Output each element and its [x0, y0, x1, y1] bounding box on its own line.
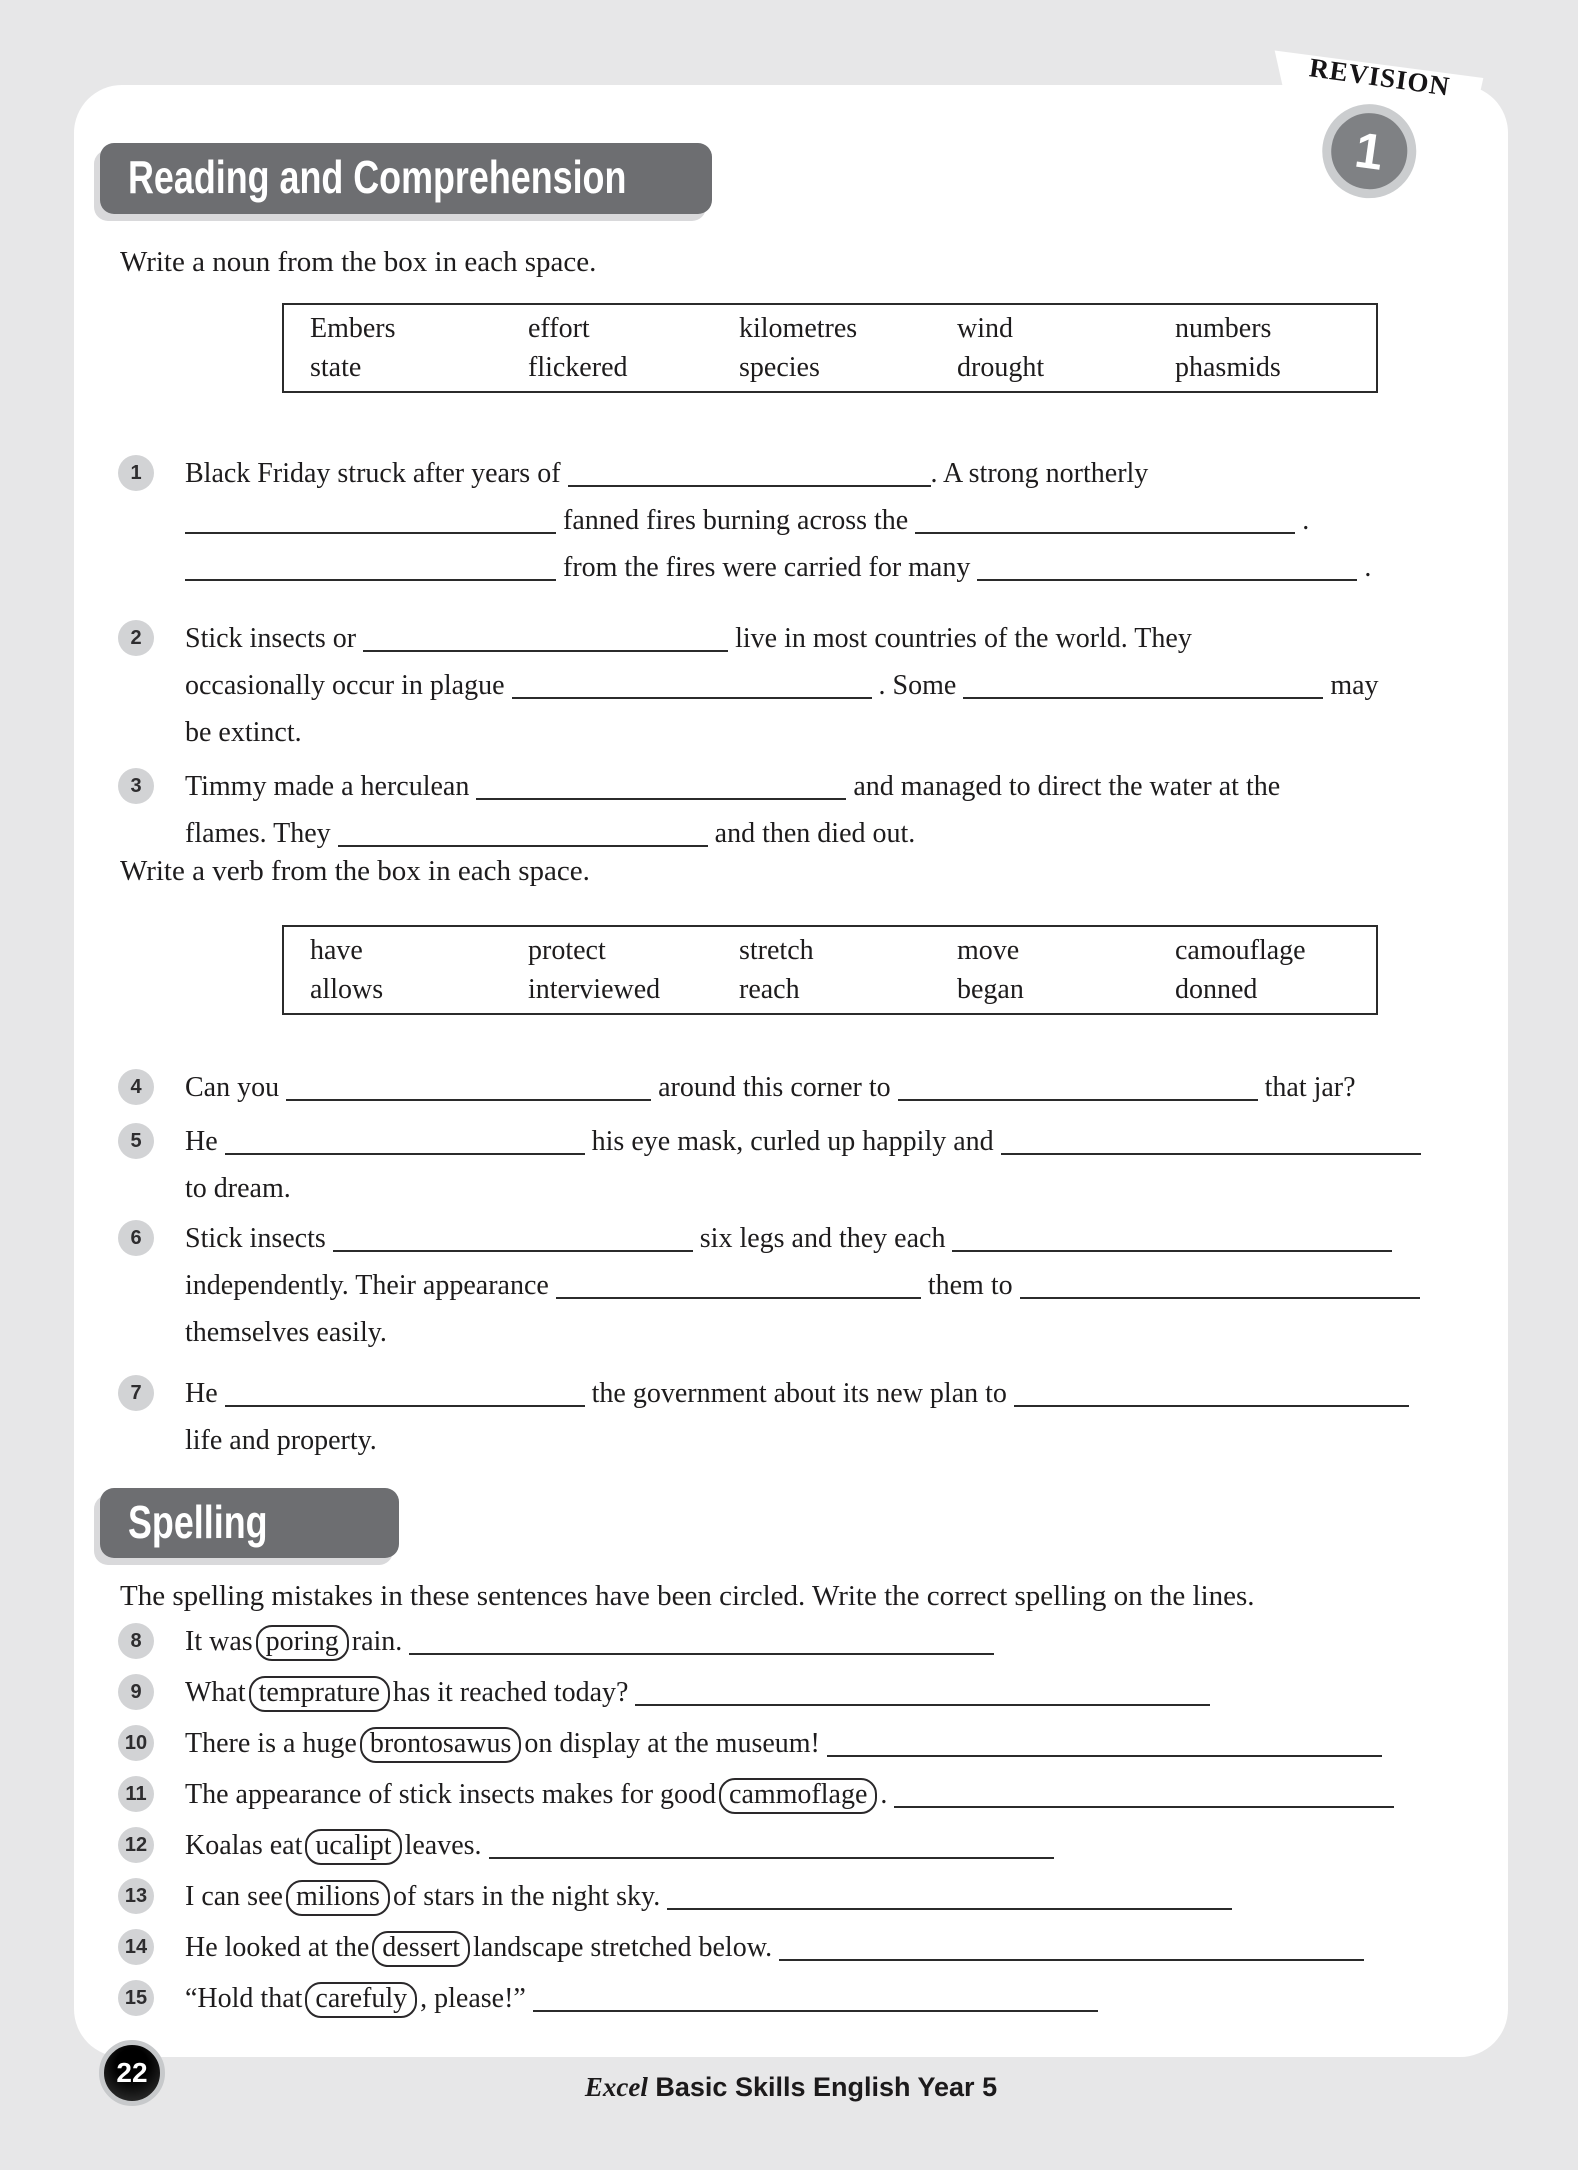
sentence-text: his eye mask, curled up happily and — [584, 1126, 1001, 1157]
sentence-text: may — [1323, 670, 1379, 701]
spelling-item-10 — [118, 1718, 1478, 1769]
sentence-text: independently. Their appearance — [185, 1270, 556, 1301]
answer-blank[interactable] — [894, 1786, 1394, 1808]
section-header-spelling — [100, 1488, 399, 1558]
answer-blank[interactable] — [533, 1990, 1098, 2012]
question-number-circle: 14 — [118, 1929, 154, 1965]
worksheet-page — [74, 85, 1508, 2057]
question-line — [185, 1064, 1478, 1111]
sentence-text: and then died out. — [707, 818, 916, 849]
question-line — [185, 544, 1478, 591]
word-option: began — [957, 973, 1024, 1005]
question-number-circle: 4 — [118, 1069, 154, 1105]
spelling-item-13 — [118, 1871, 1478, 1922]
word-option: phasmids — [1175, 351, 1281, 383]
question-number-circle: 3 — [118, 768, 154, 804]
sentence-text: be extinct. — [185, 717, 302, 748]
sentence-text: Timmy made a herculean — [185, 771, 477, 802]
answer-blank[interactable] — [512, 677, 872, 699]
sentence-text: Can you — [185, 1072, 287, 1103]
spelling-sentence — [185, 1871, 1478, 1922]
sentence-text: , please!” — [420, 1983, 533, 2014]
sentence-text: on display at the museum! — [524, 1728, 827, 1759]
question-number-circle: 2 — [118, 620, 154, 656]
sentence-text: Black Friday struck after years of — [185, 458, 568, 489]
circled-misspelling: temprature — [249, 1676, 390, 1712]
question-line — [185, 1309, 1478, 1356]
circled-misspelling: milions — [286, 1880, 390, 1916]
question-2 — [118, 615, 1478, 756]
answer-blank[interactable] — [409, 1633, 994, 1655]
answer-blank[interactable] — [185, 512, 556, 534]
noun-instruction: Write a noun from the box in each space. — [120, 246, 597, 278]
spelling-sentence — [185, 1718, 1478, 1769]
sentence-text: to dream. — [185, 1173, 291, 1204]
question-line — [185, 1118, 1478, 1165]
sentence-text: live in most countries of the world. They — [728, 623, 1192, 654]
answer-blank[interactable] — [333, 1230, 693, 1252]
sentence-text: life and property. — [185, 1425, 377, 1456]
spelling-item-14 — [118, 1922, 1478, 1973]
spelling-sentence — [185, 1922, 1478, 1973]
sentence-text: It was — [185, 1626, 253, 1657]
question-number-circle: 8 — [118, 1623, 154, 1659]
circled-misspelling: poring — [256, 1625, 349, 1661]
question-5 — [118, 1118, 1478, 1212]
question-number-circle: 10 — [118, 1725, 154, 1761]
question-number-circle: 13 — [118, 1878, 154, 1914]
question-line — [185, 763, 1478, 810]
question-line — [185, 662, 1478, 709]
word-option: donned — [1175, 973, 1258, 1005]
spelling-item-9 — [118, 1667, 1478, 1718]
word-option: stretch — [739, 934, 814, 966]
word-option: state — [310, 351, 362, 383]
section-title-spelling: Spelling — [128, 1496, 268, 1548]
word-option: numbers — [1175, 312, 1272, 344]
noun-word-box — [282, 303, 1378, 393]
section-header-reading — [100, 143, 712, 214]
sentence-text: He — [185, 1378, 225, 1409]
spelling-sentence — [185, 1769, 1478, 1820]
question-6 — [118, 1215, 1478, 1356]
answer-blank[interactable] — [635, 1684, 1210, 1706]
circled-misspelling: carefuly — [305, 1982, 417, 2018]
answer-blank[interactable] — [489, 1837, 1054, 1859]
answer-blank[interactable] — [568, 465, 931, 487]
question-line — [185, 615, 1478, 662]
sentence-text: rain. — [351, 1626, 410, 1657]
answer-blank[interactable] — [963, 677, 1323, 699]
question-1 — [118, 450, 1478, 591]
sentence-text: fanned fires burning across the — [556, 505, 916, 536]
circled-misspelling: ucalipt — [305, 1829, 401, 1865]
answer-blank[interactable] — [476, 778, 846, 800]
answer-blank[interactable] — [1020, 1277, 1420, 1299]
question-number-circle: 7 — [118, 1375, 154, 1411]
sentence-text: has it reached today? — [392, 1677, 636, 1708]
word-option: kilometres — [739, 312, 858, 344]
sentence-text: . — [1295, 505, 1310, 536]
footer-series-name: Excel — [584, 2072, 648, 2102]
sentence-text: Koalas eat — [185, 1830, 303, 1861]
verb-instruction: Write a verb from the box in each space. — [120, 855, 590, 887]
sentence-text: of stars in the night sky. — [392, 1881, 668, 1912]
word-option: species — [739, 351, 820, 383]
answer-blank[interactable] — [898, 1079, 1258, 1101]
revision-label: REVISION — [1307, 52, 1452, 102]
word-option: drought — [957, 351, 1045, 383]
spelling-sentence — [185, 1820, 1478, 1871]
sentence-text: occasionally occur in plague — [185, 670, 512, 701]
circled-misspelling: brontosawus — [360, 1727, 522, 1763]
sentence-text: Stick insects — [185, 1223, 333, 1254]
word-option: have — [310, 934, 363, 966]
revision-number-circle: 1 — [1316, 98, 1422, 204]
answer-blank[interactable] — [225, 1133, 585, 1155]
spelling-sentence — [185, 1616, 1478, 1667]
sentence-text: . — [1357, 552, 1372, 583]
section-title-reading: Reading and Comprehension — [128, 151, 627, 203]
sentence-text: The appearance of stick insects makes for good — [185, 1779, 717, 1810]
question-line — [185, 1417, 1478, 1464]
sentence-text: the government about its new plan to — [584, 1378, 1014, 1409]
sentence-text: from the fires were carried for many — [556, 552, 978, 583]
answer-blank[interactable] — [185, 559, 556, 581]
sentence-text: He looked at the — [185, 1932, 370, 1963]
word-option: protect — [528, 934, 606, 966]
sentence-text: Stick insects or — [185, 623, 364, 654]
sentence-text: that jar? — [1257, 1072, 1356, 1103]
word-option: move — [957, 934, 1020, 966]
question-number-circle: 12 — [118, 1827, 154, 1863]
word-option: camouflage — [1175, 934, 1306, 966]
question-line — [185, 1370, 1478, 1417]
sentence-text: What — [185, 1677, 246, 1708]
sentence-text: I can see — [185, 1881, 283, 1912]
question-7 — [118, 1370, 1478, 1464]
revision-badge — [1268, 42, 1490, 254]
sentence-text: . A strong northerly — [930, 458, 1149, 489]
spelling-instruction: The spelling mistakes in these sentences have been circled. Write the correct spelling on the lines. — [120, 1580, 1255, 1612]
answer-blank[interactable] — [1001, 1133, 1421, 1155]
word-option: allows — [310, 973, 384, 1005]
answer-blank[interactable] — [225, 1385, 585, 1407]
word-option: reach — [739, 973, 800, 1005]
answer-blank[interactable] — [667, 1888, 1232, 1910]
sentence-text: . Some — [871, 670, 964, 701]
question-line — [185, 1262, 1478, 1309]
circled-misspelling: dessert — [372, 1931, 470, 1967]
sentence-text: them to — [920, 1270, 1020, 1301]
spelling-sentence — [185, 1973, 1478, 2024]
sentence-text: and managed to direct the water at the — [846, 771, 1281, 802]
sentence-text: six legs and they each — [692, 1223, 953, 1254]
answer-blank[interactable] — [952, 1230, 1392, 1252]
word-option: interviewed — [528, 973, 661, 1005]
answer-blank[interactable] — [915, 512, 1295, 534]
question-number-circle: 1 — [118, 455, 154, 491]
question-line — [185, 450, 1478, 497]
spelling-item-12 — [118, 1820, 1478, 1871]
answer-blank[interactable] — [779, 1939, 1364, 1961]
spelling-item-8 — [118, 1616, 1478, 1667]
circled-misspelling: cammoflage — [719, 1778, 877, 1814]
verb-word-box — [282, 925, 1378, 1015]
answer-blank[interactable] — [286, 1079, 651, 1101]
spelling-sentence — [185, 1667, 1478, 1718]
sentence-text: themselves easily. — [185, 1317, 387, 1348]
sentence-text: . — [880, 1779, 895, 1810]
spelling-items-area — [118, 1616, 1478, 2024]
question-number-circle: 11 — [118, 1776, 154, 1812]
sentence-text: landscape stretched below. — [473, 1932, 780, 1963]
question-line — [185, 709, 1478, 756]
question-line — [185, 1165, 1478, 1212]
word-option: flickered — [528, 351, 628, 383]
sentence-text: He — [185, 1126, 225, 1157]
answer-blank[interactable] — [338, 825, 708, 847]
footer-title: Basic Skills English Year 5 — [647, 2072, 998, 2102]
question-number-circle: 6 — [118, 1220, 154, 1256]
answer-blank[interactable] — [827, 1735, 1382, 1757]
spelling-item-11 — [118, 1769, 1478, 1820]
sentence-text: “Hold that — [185, 1983, 303, 2014]
sentence-text: leaves. — [404, 1830, 489, 1861]
sentence-text: around this corner to — [651, 1072, 898, 1103]
question-4 — [118, 1064, 1478, 1111]
question-number-circle: 15 — [118, 1980, 154, 2016]
question-number-circle: 9 — [118, 1674, 154, 1710]
question-line — [185, 1215, 1478, 1262]
question-number-circle: 5 — [118, 1123, 154, 1159]
spelling-item-15 — [118, 1973, 1478, 2024]
answer-blank[interactable] — [556, 1277, 921, 1299]
answer-blank[interactable] — [1014, 1385, 1409, 1407]
answer-blank[interactable] — [363, 630, 728, 652]
question-3 — [118, 763, 1478, 857]
sentence-text: There is a huge — [185, 1728, 357, 1759]
sentence-text: flames. They — [185, 818, 338, 849]
question-line — [185, 497, 1478, 544]
footer — [74, 2072, 1508, 2103]
page-number-circle: 22 — [99, 2040, 165, 2106]
word-option: Embers — [310, 312, 396, 344]
answer-blank[interactable] — [977, 559, 1357, 581]
word-option: wind — [957, 312, 1013, 344]
word-option: effort — [528, 312, 590, 344]
